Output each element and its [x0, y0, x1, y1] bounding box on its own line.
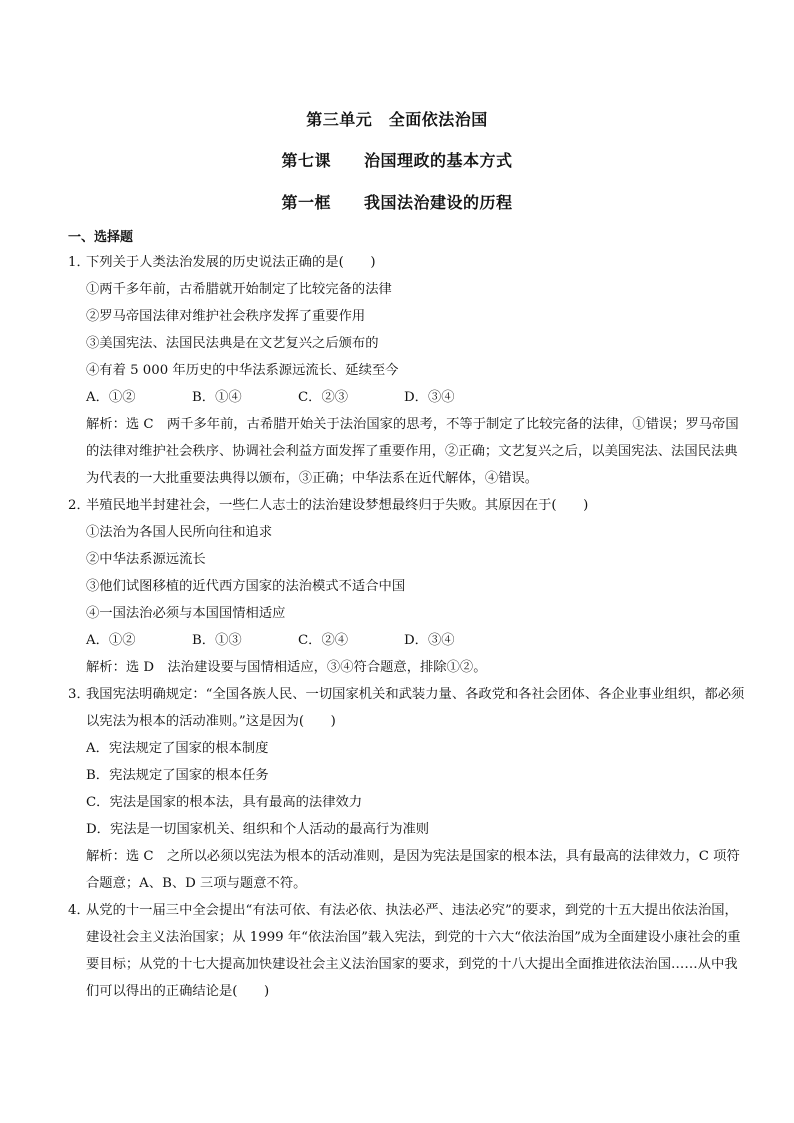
question-number: 4． — [68, 903, 90, 918]
lesson-title: 第七课 治国理政的基本方式 — [281, 151, 513, 170]
question-number: 2． — [68, 498, 90, 513]
answer-analysis: 解析：选 D 法治建设要与国情相适应，③④符合题意，排除①②。 — [86, 660, 487, 675]
option-b: B．①③ — [192, 633, 242, 648]
statement-item: ③他们试图移植的近代西方国家的法治模式不适合中国 — [86, 579, 406, 594]
answer-analysis: 解析：选 C 之所以必须以宪法为根本的活动准则，是因为宪法是国家的根本法，具有最高的法律效力，C 项符合题意；A、B、D 三项与题意不符。 — [86, 849, 740, 891]
question-stem — [68, 249, 748, 276]
option-a: A．宪法规定了国家的根本制度 — [86, 741, 269, 756]
option-b: B．宪法规定了国家的根本任务 — [86, 768, 269, 783]
statement-item: ②罗马帝国法律对维护社会秩序发挥了重要作用 — [86, 309, 366, 324]
option-a: A．①② — [86, 390, 136, 405]
option-a: A．①② — [86, 633, 136, 648]
option-d: D．③④ — [404, 390, 455, 405]
question-number: 3． — [68, 687, 90, 702]
statement-item: ④有着 5 000 年历史的中华法系源远流长、延续至今 — [86, 363, 399, 378]
option-c: C．宪法是国家的根本法，具有最高的法律效力 — [86, 795, 363, 810]
exercise-content — [68, 229, 748, 1005]
option-b: B．①④ — [192, 390, 242, 405]
unit-title: 第三单元 全面依法治国 — [306, 110, 488, 129]
question-stem — [68, 897, 748, 1005]
statement-item: ①两千多年前，古希腊就开始制定了比较完备的法律 — [86, 282, 392, 297]
answer-options — [68, 384, 748, 411]
statement-item: ③美国宪法、法国民法典是在文艺复兴之后颁布的 — [86, 336, 379, 351]
statement-item: ①法治为各国人民所向往和追求 — [86, 525, 273, 540]
section-heading: 一、选择题 — [68, 230, 134, 245]
question-text: 我国宪法明确规定：“全国各族人民、一切国家机关和武装力量、各政党和各社会团体、各企业事业组织，都必须以宪法为根本的活动准则。”这是因为( ) — [86, 687, 745, 729]
statement-item: ②中华法系源远流长 — [86, 552, 206, 567]
question-3 — [68, 681, 748, 897]
question-1 — [68, 249, 748, 492]
option-c: C．②③ — [298, 390, 349, 405]
option-d: D．宪法是一切国家机关、组织和个人活动的最高行为准则 — [86, 822, 430, 837]
question-text: 半殖民地半封建社会，一些仁人志士的法治建设梦想最终归于失败。其原因在于( ) — [86, 498, 589, 513]
option-d: D．③④ — [404, 633, 455, 648]
question-4 — [68, 897, 748, 1005]
question-number: 1． — [68, 255, 90, 270]
question-text: 下列关于人类法治发展的历史说法正确的是( ) — [86, 255, 376, 270]
statement-item: ④一国法治必须与本国国情相适应 — [86, 606, 286, 621]
answer-options — [68, 627, 748, 654]
frame-title: 第一框 我国法治建设的历程 — [281, 193, 513, 212]
question-2 — [68, 492, 748, 681]
question-stem — [68, 492, 748, 519]
option-c: C．②④ — [298, 633, 349, 648]
question-stem — [68, 681, 748, 735]
answer-analysis: 解析：选 C 两千多年前，古希腊开始关于法治国家的思考，不等于制定了比较完备的法律，①错误；罗马帝国的法律对维护社会秩序、协调社会利益方面发挥了重要作用，②正确；文艺复兴之后，以美国宪法、法国民法典为代表的一大批重要法典得以颁布，③正确；中华法系在近代解体，④错误。 — [86, 417, 739, 486]
question-text: 从党的十一届三中全会提出“有法可依、有法必依、执法必严、违法必究”的要求，到党的十五大提出依法治国，建设社会主义法治国家；从 1999 年“依法治国”载入宪法，到党的十六大“依法治国”成为全面建设小康社会的重要目标；从党的十七大提高加快建设社会主义法治国家的要求，到党的十八大提出全面推进依法治国……从中我们可以得出的正确结论是( ) — [86, 903, 741, 999]
